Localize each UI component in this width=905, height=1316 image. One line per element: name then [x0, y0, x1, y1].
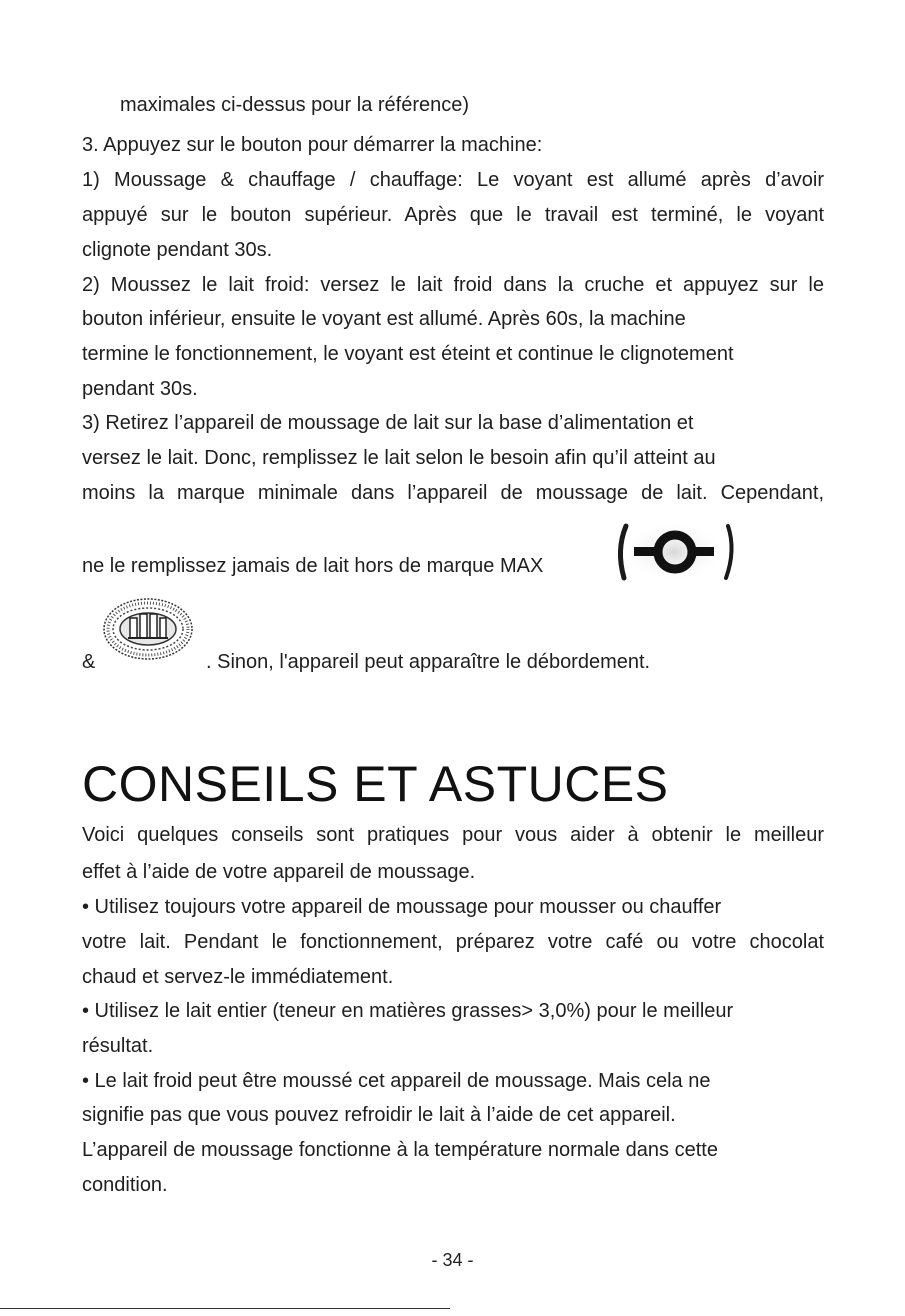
instruction-line: termine le fonctionnement, le voyant est éteint et continue le clignotement — [82, 343, 734, 365]
tip-line: condition. — [82, 1174, 168, 1196]
section-heading: CONSEILS ET ASTUCES — [82, 756, 669, 812]
instruction-line: clignote pendant 30s. — [82, 239, 273, 261]
tip-line: résultat. — [82, 1035, 154, 1057]
ampersand: & — [82, 651, 96, 673]
footer-rule — [0, 1308, 450, 1309]
instruction-line: versez le lait. Donc, remplissez le lait selon le besoin afin qu’il atteint au — [82, 447, 716, 469]
instruction-line: pendant 30s. — [82, 378, 198, 400]
instruction-line: . Sinon, l'appareil peut apparaître le débordement. — [206, 651, 651, 673]
tips-intro-line: effet à l’aide de votre appareil de moussage. — [82, 861, 476, 883]
tip-line: chaud et servez-le immédiatement. — [82, 966, 394, 988]
instruction-line: maximales ci-dessus pour la référence) — [120, 94, 470, 116]
tip-line: L’appareil de moussage fonctionne à la température normale dans cette — [82, 1139, 718, 1161]
instruction-step-3: 3. Appuyez sur le bouton pour démarrer la machine: — [82, 134, 543, 156]
tip-line: votre lait. Pendant le fonctionnement, préparez votre café ou votre chocolat — [82, 931, 824, 953]
instruction-line: ne le remplissez jamais de lait hors de marque MAX — [82, 555, 544, 577]
tip-bullet: • Le lait froid peut être moussé cet appareil de moussage. Mais cela ne — [82, 1070, 711, 1092]
frothing-whisk-icon — [100, 596, 196, 662]
instruction-line: appuyé sur le bouton supérieur. Après que le travail est terminé, le voyant — [82, 204, 824, 226]
max-marker-icon — [612, 516, 740, 588]
page-number: - 34 - — [431, 1250, 474, 1270]
tips-intro-line: Voici quelques conseils sont pratiques pour vous aider à obtenir le meilleur — [82, 824, 824, 846]
instruction-line: bouton inférieur, ensuite le voyant est allumé. Après 60s, la machine — [82, 308, 686, 330]
instruction-substep-1: 1) Moussage & chauffage / chauffage: Le voyant est allumé après d’avoir — [82, 169, 824, 191]
tip-bullet: • Utilisez toujours votre appareil de moussage pour mousser ou chauffer — [82, 896, 722, 918]
tip-line: signifie pas que vous pouvez refroidir le lait à l’aide de cet appareil. — [82, 1104, 676, 1126]
instruction-substep-3: 3) Retirez l’appareil de moussage de lait sur la base d’alimentation et — [82, 412, 694, 434]
instruction-line: moins la marque minimale dans l’appareil de moussage de lait. Cependant, — [82, 482, 824, 504]
instruction-substep-2: 2) Moussez le lait froid: versez le lait froid dans la cruche et appuyez sur le — [82, 274, 824, 296]
tip-bullet: • Utilisez le lait entier (teneur en matières grasses> 3,0%) pour le meilleur — [82, 1000, 734, 1022]
